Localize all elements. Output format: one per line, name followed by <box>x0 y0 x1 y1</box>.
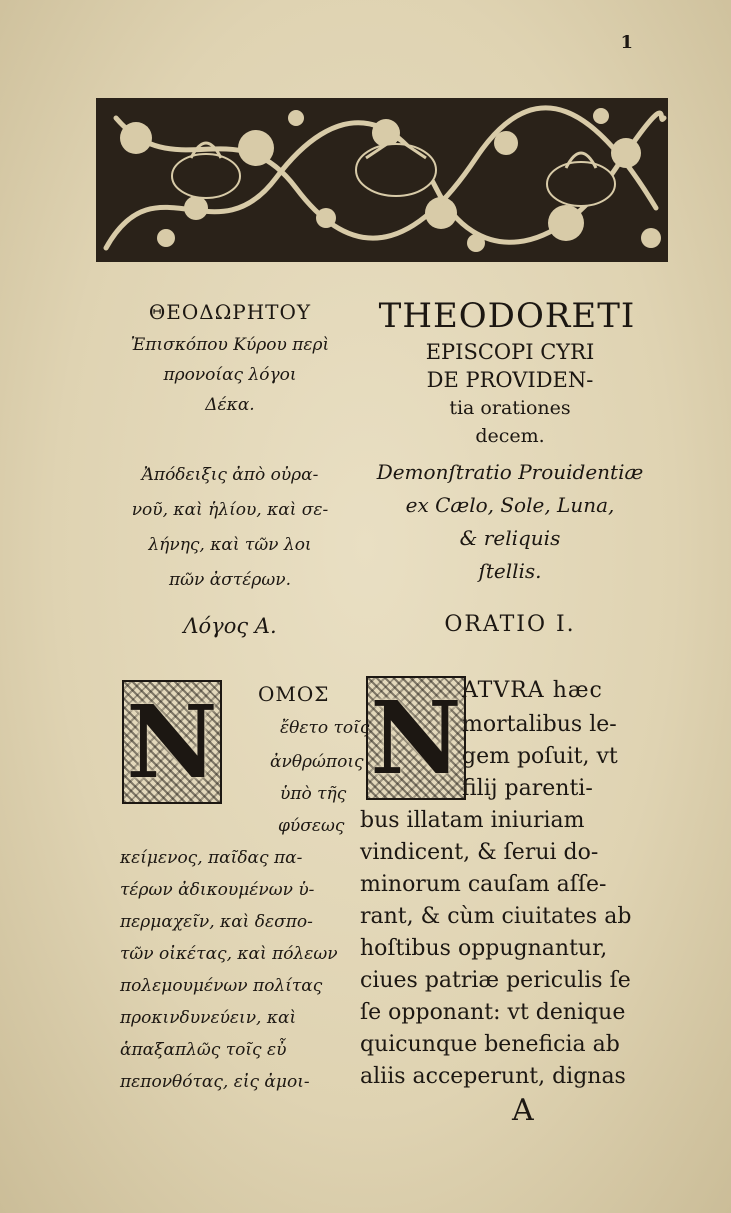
latin-text-line: vindicent, & ſerui do- <box>360 840 599 865</box>
greek-text-line: ἀνθρώποις <box>270 752 364 772</box>
greek-text-line: ὑπὸ τῆς <box>280 784 347 804</box>
greek-text-line: πεπονθότας, εἰς ἀμοι- <box>120 1072 310 1092</box>
latin-argument-line: ex Cælo, Sole, Luna, <box>405 493 615 517</box>
greek-subtitle-line: Δέκα. <box>205 395 255 415</box>
latin-subtitle-line: DE PROVIDEN- <box>426 368 594 392</box>
latin-text-line: mortalibus le- <box>462 712 617 737</box>
latin-subtitle-line: tia orationes <box>449 397 571 419</box>
latin-text-line: gem poſuit, vt <box>462 744 618 769</box>
greek-argument-line: νοῦ, καὶ ἡλίου, καὶ σε- <box>131 500 329 520</box>
latin-text-line: hoſtibus oppugnantur, <box>360 936 608 961</box>
latin-subtitle-line: decem. <box>475 425 545 447</box>
greek-text-line: ΟΜΟΣ <box>258 682 330 706</box>
greek-text-line: πολεμουμένων πολίτας <box>120 976 323 996</box>
greek-title: ΘΕΟΔΩΡΗΤΟΥ <box>148 300 312 324</box>
ornamental-headpiece <box>96 98 668 262</box>
latin-subtitle-line: EPISCOPI CYRI <box>425 340 595 364</box>
latin-text-line: minorum cauſam aſſe- <box>360 872 607 897</box>
latin-subtitle <box>360 338 660 450</box>
latin-drop-capital: N <box>366 676 466 800</box>
greek-argument-line: λήνης, καὶ τῶν λοι <box>148 535 312 555</box>
latin-title: THEODORETI <box>378 296 636 336</box>
latin-argument-line: & reliquis <box>459 526 561 550</box>
latin-text-line: rant, & cùm ciuitates ab <box>360 904 632 929</box>
greek-subtitle <box>110 330 350 420</box>
greek-text-line: ἔθετο τοῖς <box>280 718 370 738</box>
greek-argument-line: Ἀπόδειξις ἀπὸ οὐρα- <box>141 465 319 485</box>
greek-argument <box>110 458 350 598</box>
latin-argument-line: ſtellis. <box>478 559 542 583</box>
greek-text-line: περμαχεῖν, καὶ δεσπο- <box>120 912 313 932</box>
latin-text-line: filij parenti- <box>462 776 593 801</box>
greek-text-line: φύσεως <box>278 816 345 836</box>
latin-argument <box>360 456 660 588</box>
latin-text-line: ciues patriæ periculis ſe <box>360 968 631 993</box>
latin-text-line: aliis acceperunt, dignas <box>360 1064 626 1089</box>
latin-text-line: ATVRA hæc <box>462 678 603 703</box>
latin-argument-line: Demonſtratio Prouidentiæ <box>376 460 644 484</box>
latin-text-line: quicunque beneficia ab <box>360 1032 620 1057</box>
greek-oration-heading: Λόγος Α. <box>183 614 277 638</box>
greek-text-line: κείμενος, παῖδας πα- <box>120 848 303 868</box>
greek-argument-line: πῶν ἀστέρων. <box>169 570 291 590</box>
page-number: 1 <box>620 32 633 53</box>
greek-text-line: τέρων ἀδικουμένων ὑ- <box>120 880 315 900</box>
latin-text-line: bus illatam iniuriam <box>360 808 585 833</box>
greek-drop-capital: N <box>122 680 222 804</box>
greek-subtitle-line: Ἐπισκόπου Κύρου περὶ <box>130 335 330 355</box>
greek-text-line: προκινδυνεύειν, καὶ <box>120 1008 297 1028</box>
catchword-signature: A <box>512 1093 534 1128</box>
greek-text-line: τῶν οἰκέτας, καὶ πόλεων <box>120 944 338 964</box>
greek-text-line: ἁπαξαπλῶς τοῖς εὖ <box>120 1040 287 1060</box>
latin-text-line: ſe opponant: vt denique <box>360 1000 626 1025</box>
latin-oration-heading: ORATIO I. <box>444 612 576 637</box>
greek-subtitle-line: προνοίας λόγοι <box>163 365 297 385</box>
